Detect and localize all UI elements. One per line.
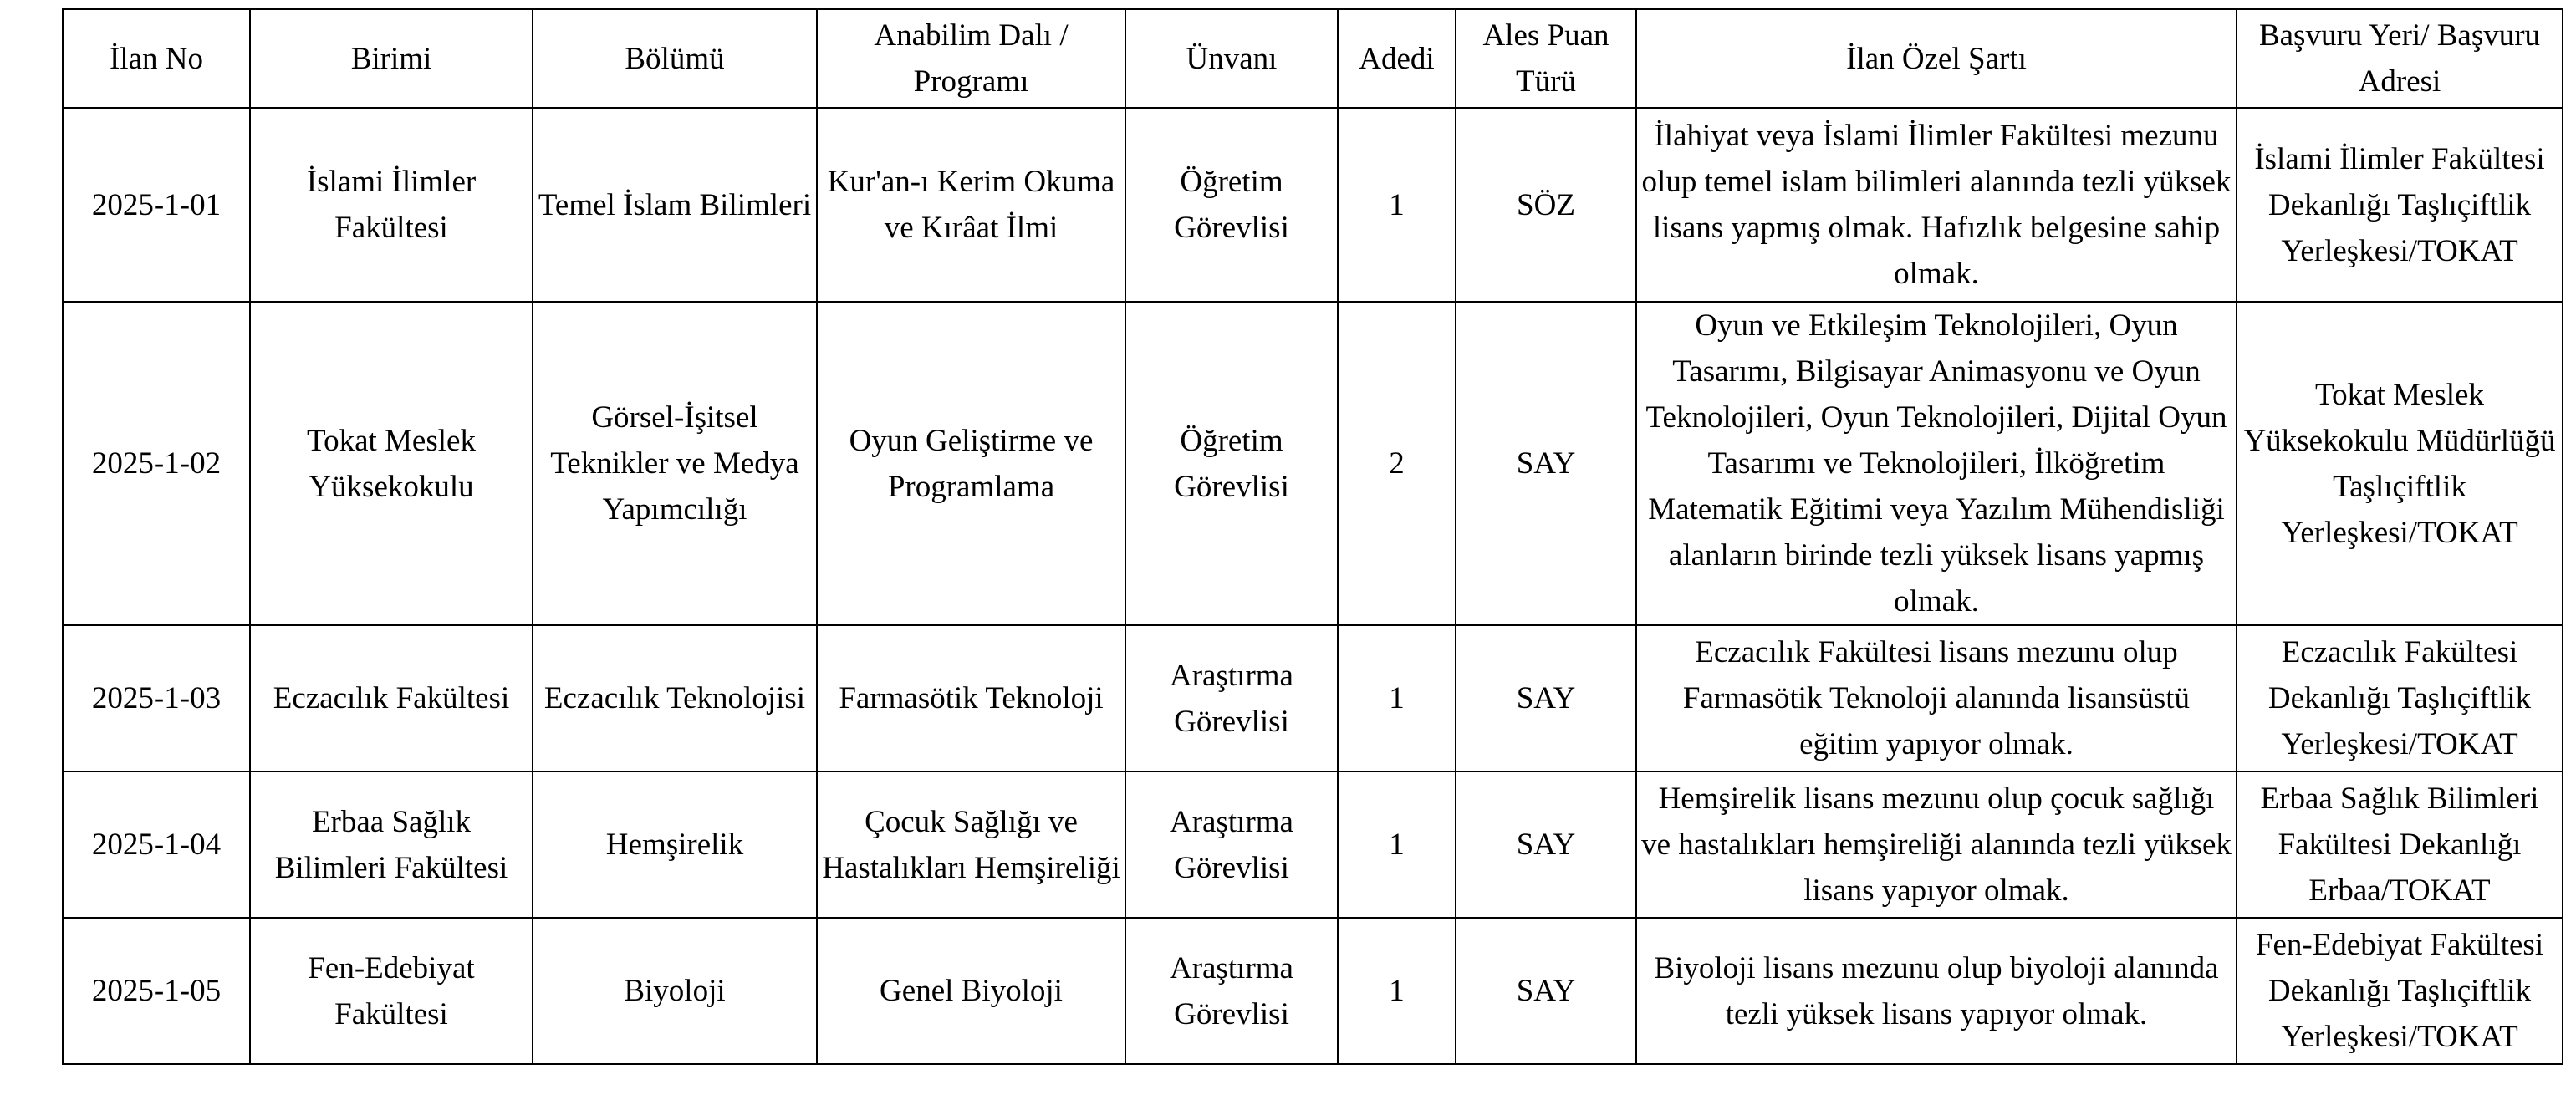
cell-basvuru: Fen-Edebiyat Fakültesi Dekanlığı Taşlıçiftlik Yerleşkesi/TOKAT: [2237, 918, 2563, 1064]
cell-ales: SAY: [1456, 302, 1636, 625]
cell-birimi: Eczacılık Fakültesi: [250, 625, 533, 771]
cell-bolumu: Hemşirelik: [533, 771, 817, 918]
cell-ales: SAY: [1456, 918, 1636, 1064]
cell-ales: SAY: [1456, 625, 1636, 771]
cell-anabilim: Farmasötik Teknoloji: [817, 625, 1125, 771]
cell-adedi: 1: [1338, 625, 1456, 771]
table-row: [63, 108, 2563, 302]
cell-basvuru: İslami İlimler Fakültesi Dekanlığı Taşlıçiftlik Yerleşkesi/TOKAT: [2237, 108, 2563, 302]
cell-ilan-no: 2025-1-05: [63, 918, 250, 1064]
cell-bolumu: Eczacılık Teknolojisi: [533, 625, 817, 771]
cell-bolumu: Temel İslam Bilimleri: [533, 108, 817, 302]
header-ozel-sart: İlan Özel Şartı: [1636, 9, 2237, 108]
cell-ozel-sart: Biyoloji lisans mezunu olup biyoloji alanında tezli yüksek lisans yapıyor olmak.: [1636, 918, 2237, 1064]
cell-basvuru: Eczacılık Fakültesi Dekanlığı Taşlıçiftlik Yerleşkesi/TOKAT: [2237, 625, 2563, 771]
header-ales: Ales Puan Türü: [1456, 9, 1636, 108]
cell-adedi: 2: [1338, 302, 1456, 625]
cell-unvani: Öğretim Görevlisi: [1125, 108, 1338, 302]
header-bolumu: Bölümü: [533, 9, 817, 108]
cell-anabilim: Genel Biyoloji: [817, 918, 1125, 1064]
cell-ozel-sart: Eczacılık Fakültesi lisans mezunu olup Farmasötik Teknoloji alanında lisansüstü eğitim yapıyor olmak.: [1636, 625, 2237, 771]
table-row: [63, 302, 2563, 625]
header-ilan-no: İlan No: [63, 9, 250, 108]
table-row: [63, 771, 2563, 918]
cell-ales: SÖZ: [1456, 108, 1636, 302]
cell-ilan-no: 2025-1-02: [63, 302, 250, 625]
cell-ilan-no: 2025-1-03: [63, 625, 250, 771]
cell-ales: SAY: [1456, 771, 1636, 918]
cell-anabilim: Çocuk Sağlığı ve Hastalıkları Hemşireliği: [817, 771, 1125, 918]
cell-unvani: Araştırma Görevlisi: [1125, 918, 1338, 1064]
header-birimi: Birimi: [250, 9, 533, 108]
cell-bolumu: Biyoloji: [533, 918, 817, 1064]
cell-birimi: İslami İlimler Fakültesi: [250, 108, 533, 302]
cell-bolumu: Görsel-İşitsel Teknikler ve Medya Yapımcılığı: [533, 302, 817, 625]
cell-basvuru: Erbaa Sağlık Bilimleri Fakültesi Dekanlığı Erbaa/TOKAT: [2237, 771, 2563, 918]
cell-ilan-no: 2025-1-01: [63, 108, 250, 302]
cell-unvani: Öğretim Görevlisi: [1125, 302, 1338, 625]
cell-birimi: Tokat Meslek Yüksekokulu: [250, 302, 533, 625]
table-row: [63, 918, 2563, 1064]
cell-unvani: Araştırma Görevlisi: [1125, 625, 1338, 771]
cell-adedi: 1: [1338, 771, 1456, 918]
cell-ozel-sart: İlahiyat veya İslami İlimler Fakültesi mezunu olup temel islam bilimleri alanında tezli yüksek lisans yapmış olmak. Hafızlık belgesine sahip olmak.: [1636, 108, 2237, 302]
table-header-row: [63, 9, 2563, 108]
cell-basvuru: Tokat Meslek Yüksekokulu Müdürlüğü Taşlıçiftlik Yerleşkesi/TOKAT: [2237, 302, 2563, 625]
cell-unvani: Araştırma Görevlisi: [1125, 771, 1338, 918]
cell-adedi: 1: [1338, 918, 1456, 1064]
cell-birimi: Erbaa Sağlık Bilimleri Fakültesi: [250, 771, 533, 918]
cell-birimi: Fen-Edebiyat Fakültesi: [250, 918, 533, 1064]
table-row: [63, 625, 2563, 771]
header-basvuru: Başvuru Yeri/ Başvuru Adresi: [2237, 9, 2563, 108]
header-unvani: Ünvanı: [1125, 9, 1338, 108]
cell-adedi: 1: [1338, 108, 1456, 302]
ilan-table-wrapper: [62, 8, 2563, 1065]
cell-ozel-sart: Hemşirelik lisans mezunu olup çocuk sağlığı ve hastalıkları hemşireliği alanında tezli yüksek lisans yapıyor olmak.: [1636, 771, 2237, 918]
cell-ozel-sart: Oyun ve Etkileşim Teknolojileri, Oyun Tasarımı, Bilgisayar Animasyonu ve Oyun Teknolojileri, Oyun Teknolojileri, Dijital Oyun Tasarımı ve Teknolojileri, İlköğretim Matematik Eğitimi veya Yazılım Mühendisliği alanların birinde tezli yüksek lisans yapmış olmak.: [1636, 302, 2237, 625]
header-adedi: Adedi: [1338, 9, 1456, 108]
header-anabilim: Anabilim Dalı / Programı: [817, 9, 1125, 108]
ilan-table: [62, 8, 2563, 1065]
cell-ilan-no: 2025-1-04: [63, 771, 250, 918]
cell-anabilim: Oyun Geliştirme ve Programlama: [817, 302, 1125, 625]
cell-anabilim: Kur'an-ı Kerim Okuma ve Kırâat İlmi: [817, 108, 1125, 302]
